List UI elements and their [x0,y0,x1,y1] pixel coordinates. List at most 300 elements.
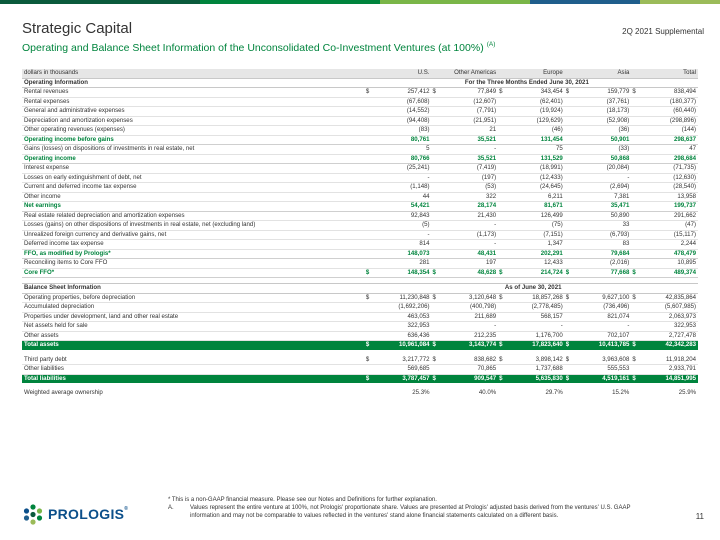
row-label: Losses on early extinguishment of debt, net [22,173,365,183]
footnotes [168,496,660,521]
cell-value: 14,851,995 [641,374,698,383]
row-label: Rental revenues [22,88,365,98]
cell-value: - [375,173,432,183]
cell-value: 126,499 [508,211,565,221]
cell-value: 6,211 [508,192,565,202]
table-row [22,322,698,332]
cell-value: 291,662 [641,211,698,221]
cell-value: (19,924) [508,107,565,117]
operating-period: For the Three Months Ended June 30, 2021 [365,78,698,88]
cell-value: (52,908) [575,116,632,126]
currency-symbol [498,259,508,269]
currency-symbol: $ [365,341,375,350]
currency-symbol [498,202,508,212]
table-row [22,389,698,398]
table-row [22,331,698,341]
cell-value: 48,628 [441,268,498,278]
row-label: Third party debt [22,356,365,365]
cell-value: 50,868 [575,154,632,164]
currency-symbol [365,211,375,221]
currency-symbol: $ [365,268,375,278]
currency-symbol: $ [565,374,575,383]
footnote-a [168,504,660,520]
currency-symbol [631,145,641,155]
financial-table [22,69,698,398]
currency-symbol [365,312,375,322]
table-row [22,230,698,240]
cell-value: (33) [575,145,632,155]
cell-value: (400,798) [441,303,498,313]
row-label: Net assets held for sale [22,322,365,332]
currency-symbol [565,240,575,250]
col-header-other-americas: Other Americas [441,69,498,78]
cell-value: (60,440) [641,107,698,117]
currency-symbol [365,221,375,231]
currency-symbol [432,211,442,221]
row-label: Operating properties, before depreciation [22,293,365,303]
currency-symbol [631,249,641,259]
currency-symbol [498,389,508,398]
table-row [22,164,698,174]
currency-symbol [365,259,375,269]
row-label: FFO, as modified by Prologis* [22,249,365,259]
table-row [22,268,698,278]
row-label: Other liabilities [22,365,365,375]
currency-symbol [432,240,442,250]
cell-value: 2,244 [641,240,698,250]
currency-symbol: $ [565,341,575,350]
currency-symbol: $ [498,341,508,350]
currency-symbol [365,331,375,341]
cell-value: - [375,230,432,240]
currency-symbol [365,240,375,250]
cell-value: (7,791) [441,107,498,117]
table-row [22,211,698,221]
currency-symbol [565,126,575,136]
currency-symbol: $ [498,356,508,365]
cell-value: (298,896) [641,116,698,126]
cell-value: 814 [375,240,432,250]
table-row [22,312,698,322]
row-label: Weighted average ownership [24,389,103,396]
currency-symbol [565,389,575,398]
cell-value: 40.0% [478,389,497,396]
cell-value: 70,865 [441,365,498,375]
cell-value: 21 [441,126,498,136]
cell-value: 3,143,774 [441,341,498,350]
currency-symbol [432,322,442,332]
cell-value: (7,419) [441,164,498,174]
logo-text: PROLOGIS [48,506,125,522]
row-label: Operating income before gains [22,135,365,145]
cell-value: 10,895 [641,259,698,269]
cell-value: 47 [641,145,698,155]
currency-symbol: $ [365,374,375,383]
currency-symbol [565,221,575,231]
cell-value: 42,835,864 [641,293,698,303]
operating-section-header [22,78,698,88]
cell-value: (46) [508,126,565,136]
cell-value: 2,063,973 [641,312,698,322]
cell-value: (5) [375,221,432,231]
currency-symbol [631,240,641,250]
row-label: Other assets [22,331,365,341]
cell-value: 11,918,204 [641,356,698,365]
currency-symbol: $ [631,88,641,98]
currency-symbol [565,183,575,193]
currency-symbol [565,107,575,117]
currency-symbol [365,116,375,126]
currency-symbol: $ [365,356,375,365]
cell-value: 281 [375,259,432,269]
row-label: Real estate related depreciation and amortization expenses [22,211,365,221]
cell-value: (71,735) [641,164,698,174]
cell-value: 33 [575,221,632,231]
cell-value: (83) [375,126,432,136]
currency-symbol [565,249,575,259]
cell-value: 48,431 [441,249,498,259]
currency-symbol [365,126,375,136]
footnote-a-marker: A. [168,505,174,512]
cell-value: 489,374 [641,268,698,278]
currency-symbol [631,173,641,183]
currency-symbol [565,192,575,202]
col-header-total: Total [641,69,698,78]
col-header-us: U.S. [375,69,432,78]
table-row [22,356,698,365]
currency-symbol [365,145,375,155]
currency-symbol [365,164,375,174]
currency-symbol: $ [565,88,575,98]
currency-symbol [631,331,641,341]
cell-value: 569,685 [375,365,432,375]
currency-symbol: $ [631,293,641,303]
currency-symbol [565,135,575,145]
cell-value: 80,761 [375,135,432,145]
row-label: Other income [22,192,365,202]
currency-symbol [565,322,575,332]
cell-value: (15,117) [641,230,698,240]
currency-symbol [565,303,575,313]
row-label: Current and deferred income tax expense [22,183,365,193]
cell-value: 77,668 [575,268,632,278]
currency-symbol [432,221,442,231]
currency-symbol [498,322,508,332]
cell-value: (47) [641,221,698,231]
currency-symbol [432,164,442,174]
row-label: Core FFO* [22,268,365,278]
col-header-europe: Europe [508,69,565,78]
unit-label: dollars in thousands [22,69,365,78]
balance-section-label: Balance Sheet Information [22,284,365,294]
operating-section-label: Operating Information [22,78,365,88]
currency-symbol: $ [432,341,442,350]
currency-symbol [432,230,442,240]
currency-symbol [432,192,442,202]
cell-value: 17,823,640 [508,341,565,350]
cell-value: 148,073 [375,249,432,259]
page-subtitle [22,42,495,54]
row-label: Losses (gains) on other dispositions of investments in real estate, net (excluding land) [22,221,365,231]
cell-value: 3,217,772 [375,356,432,365]
row-label: General and administrative expenses [22,107,365,117]
currency-symbol: $ [432,88,442,98]
cell-value: (67,608) [375,97,432,107]
cell-value: 1,347 [508,240,565,250]
table-row [22,107,698,117]
currency-symbol [432,249,442,259]
cell-value: 9,627,100 [575,293,632,303]
row-label: Operating income [22,154,365,164]
cell-value: 11,230,848 [375,293,432,303]
currency-symbol [565,365,575,375]
cell-value: 3,963,608 [575,356,632,365]
currency-symbol [565,230,575,240]
currency-symbol [498,249,508,259]
currency-symbol [565,154,575,164]
currency-symbol [432,107,442,117]
currency-symbol [365,135,375,145]
currency-symbol [631,183,641,193]
row-label: Net earnings [22,202,365,212]
cell-value: 3,120,648 [441,293,498,303]
currency-symbol [432,97,442,107]
currency-symbol: $ [498,374,508,383]
cell-value: (1,173) [441,230,498,240]
currency-symbol [432,116,442,126]
cell-value: (197) [441,173,498,183]
currency-symbol [498,365,508,375]
page-title: Strategic Capital [22,20,133,37]
cell-value: 81,671 [508,202,565,212]
cell-value: (18,991) [508,164,565,174]
cell-value: (144) [641,126,698,136]
row-label: Depreciation and amortization expenses [22,116,365,126]
currency-symbol [498,303,508,313]
currency-symbol: $ [631,374,641,383]
cell-value: (94,408) [375,116,432,126]
prologis-logo [22,503,128,525]
currency-symbol [498,154,508,164]
cell-value: (24,645) [508,183,565,193]
currency-symbol [365,97,375,107]
cell-value: 211,689 [441,312,498,322]
cell-value: - [441,322,498,332]
row-label: Deferred income tax expense [22,240,365,250]
cell-value: 25.3% [412,389,430,396]
cell-value: 463,053 [375,312,432,322]
cell-value: (2,016) [575,259,632,269]
cell-value: 322,953 [375,322,432,332]
currency-symbol [498,183,508,193]
cell-value: (1,148) [375,183,432,193]
cell-value: (62,401) [508,97,565,107]
cell-value: 257,412 [375,88,432,98]
cell-value: 199,737 [641,202,698,212]
cell-value: (5,607,985) [641,303,698,313]
cell-value: 322,953 [641,322,698,332]
currency-symbol [498,221,508,231]
currency-symbol [498,107,508,117]
cell-value: 80,766 [375,154,432,164]
cell-value: 148,354 [375,268,432,278]
currency-symbol [498,331,508,341]
table-row [22,154,698,164]
cell-value: (7,151) [508,230,565,240]
currency-symbol [432,259,442,269]
cell-value: 54,421 [375,202,432,212]
currency-symbol: $ [631,356,641,365]
cell-value: (28,540) [641,183,698,193]
currency-symbol [365,173,375,183]
cell-value: 131,454 [508,135,565,145]
currency-symbol [631,135,641,145]
cell-value: (2,694) [575,183,632,193]
cell-value: (736,496) [575,303,632,313]
cell-value: 35,521 [441,154,498,164]
table-row [22,240,698,250]
table-row [22,374,698,383]
table-row [22,97,698,107]
currency-symbol [631,312,641,322]
cell-value: (1,692,206) [375,303,432,313]
currency-symbol [565,312,575,322]
table-row [22,259,698,269]
currency-symbol: $ [432,268,442,278]
cell-value: (12,607) [441,97,498,107]
cell-value: (53) [441,183,498,193]
row-label: Rental expenses [22,97,365,107]
cell-value: 42,342,283 [641,341,698,350]
currency-symbol [432,365,442,375]
balance-section-header [22,284,698,294]
currency-symbol [565,259,575,269]
currency-symbol: $ [432,374,442,383]
cell-value: 77,849 [441,88,498,98]
currency-symbol [498,230,508,240]
cell-value: 12,433 [508,259,565,269]
cell-value: 343,454 [508,88,565,98]
cell-value: 909,547 [441,374,498,383]
currency-symbol [432,389,442,398]
currency-symbol: $ [565,356,575,365]
cell-value: 5 [375,145,432,155]
cell-value: 92,843 [375,211,432,221]
row-label: Total assets [22,341,365,350]
table-row [22,192,698,202]
cell-value: 28,174 [441,202,498,212]
cell-value: 159,779 [575,88,632,98]
row-label: Gains (losses) on dispositions of investments in real estate, net [22,145,365,155]
cell-value: 79,684 [575,249,632,259]
prologis-logo-icon [22,503,44,525]
cell-value: 322 [441,192,498,202]
currency-symbol: $ [565,268,575,278]
subtitle-text: Operating and Balance Sheet Information of the Unconsolidated Co-Investment Ventures (at 100%) [22,42,484,54]
currency-symbol [498,240,508,250]
cell-value: - [441,240,498,250]
cell-value: 29.7% [545,389,563,396]
currency-symbol [631,116,641,126]
col-header-asia: Asia [575,69,632,78]
balance-period: As of June 30, 2021 [365,284,698,294]
table-row [22,221,698,231]
currency-symbol: $ [498,88,508,98]
currency-symbol: $ [498,268,508,278]
currency-symbol [432,303,442,313]
footnote-star: * This is a non-GAAP financial measure. Please see our Notes and Definitions for further explanation. [168,497,437,503]
table-row [22,173,698,183]
currency-symbol [365,230,375,240]
cell-value: 3,787,457 [375,374,432,383]
currency-symbol [498,97,508,107]
currency-symbol [365,365,375,375]
row-label: Properties under development, land and other real estate [22,312,365,322]
cell-value: (21,951) [441,116,498,126]
currency-symbol [631,365,641,375]
cell-value: 197 [441,259,498,269]
currency-symbol: $ [631,341,641,350]
row-label: Other operating revenues (expenses) [22,126,365,136]
currency-symbol [365,154,375,164]
currency-symbol: $ [432,293,442,303]
cell-value: 44 [375,192,432,202]
cell-value: - [575,322,632,332]
cell-value: (75) [508,221,565,231]
currency-symbol [365,303,375,313]
column-header-row [22,69,698,78]
cell-value: 214,724 [508,268,565,278]
cell-value: 5,635,830 [508,374,565,383]
cell-value: (6,793) [575,230,632,240]
cell-value: 1,737,688 [508,365,565,375]
cell-value: 21,430 [441,211,498,221]
currency-symbol [432,183,442,193]
currency-symbol [631,303,641,313]
cell-value: 4,519,161 [575,374,632,383]
currency-symbol [365,202,375,212]
cell-value: 18,857,268 [508,293,565,303]
cell-value: 10,413,785 [575,341,632,350]
currency-symbol [565,145,575,155]
table-row [22,116,698,126]
cell-value: 75 [508,145,565,155]
currency-symbol [631,126,641,136]
cell-value: 15.2% [612,389,630,396]
currency-symbol [432,135,442,145]
currency-symbol [432,145,442,155]
table-row [22,303,698,313]
currency-symbol [565,202,575,212]
cell-value: 212,235 [441,331,498,341]
cell-value: 555,553 [575,365,632,375]
currency-symbol: $ [432,356,442,365]
cell-value: (36) [575,126,632,136]
currency-symbol [432,331,442,341]
table-row [22,88,698,98]
cell-value: - [508,322,565,332]
currency-symbol [365,389,375,398]
currency-symbol [498,312,508,322]
currency-symbol [631,154,641,164]
row-label: Accumulated depreciation [22,303,365,313]
cell-value: 202,291 [508,249,565,259]
currency-symbol [631,202,641,212]
cell-value: 131,529 [508,154,565,164]
top-color-bar [0,0,720,4]
cell-value: (2,778,485) [508,303,565,313]
cell-value: 83 [575,240,632,250]
